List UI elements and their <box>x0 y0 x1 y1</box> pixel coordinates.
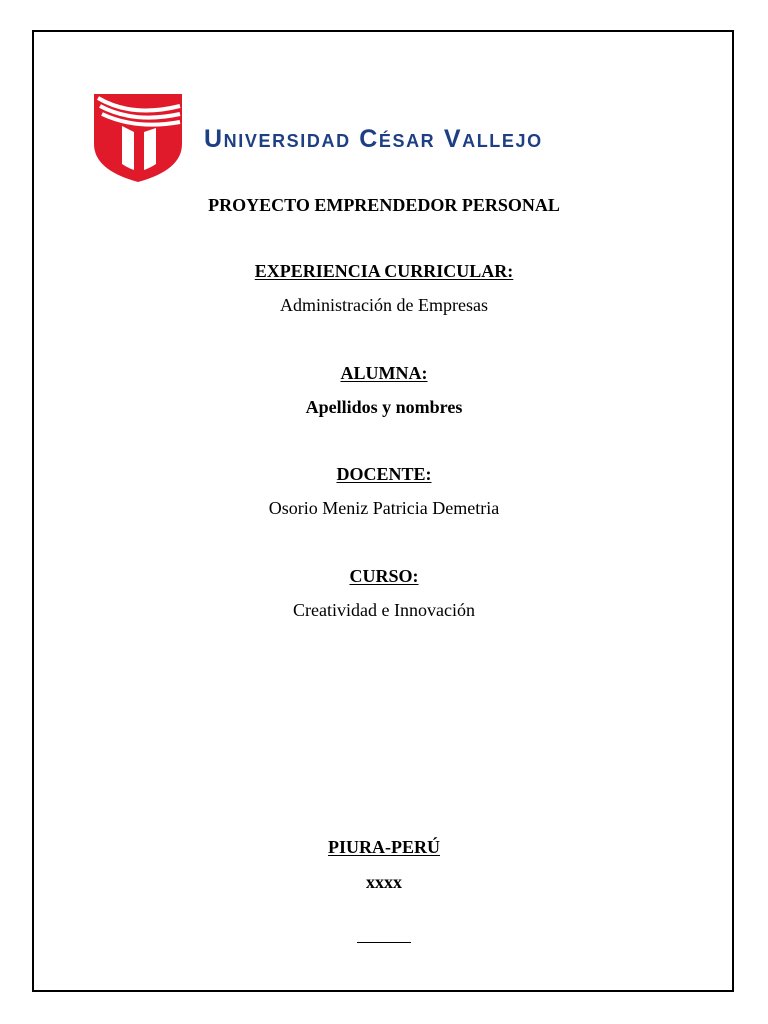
signature-rule <box>357 942 411 943</box>
place-label: PIURA-PERÚ <box>328 837 440 857</box>
docente-label: DOCENTE: <box>336 464 432 484</box>
ucv-shield-icon <box>92 92 184 184</box>
year-value: xxxx <box>366 872 402 892</box>
alumna-label: ALUMNA: <box>340 363 428 383</box>
university-name: Universidad César Vallejo <box>204 125 543 153</box>
docente-value: Osorio Meniz Patricia Demetria <box>268 498 500 518</box>
alumna-value: Apellidos y nombres <box>305 397 463 417</box>
experiencia-label: EXPERIENCIA CURRICULAR: <box>254 261 514 281</box>
experiencia-value: Administración de Empresas <box>280 295 488 315</box>
document-title: PROYECTO EMPRENDEDOR PERSONAL <box>208 195 560 215</box>
curso-label: CURSO: <box>349 566 419 586</box>
university-wordmark <box>204 112 624 160</box>
curso-value: Creatividad e Innovación <box>293 600 475 620</box>
